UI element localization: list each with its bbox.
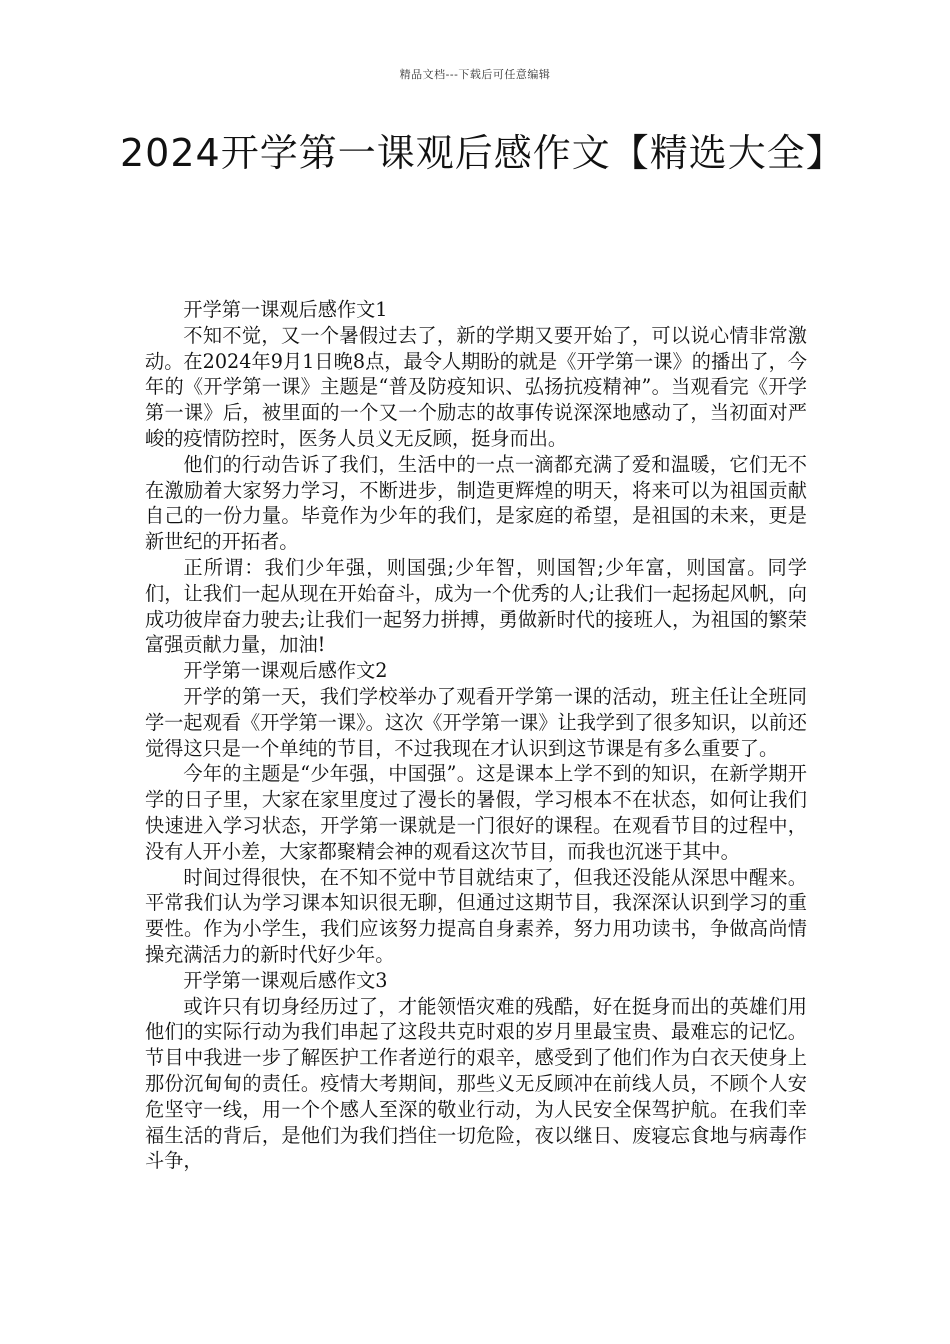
paragraph: 正所谓：我们少年强，则国强;少年智，则国智;少年富，则国富。同学们，让我们一起从现在开始奋斗，成为一个优秀的人;让我们一起扬起风帆，向成功彼岸奋力驶去;让我们一起努力拼搏，勇做新时代的接班人，为祖国的繁荣富强贡献力量，加油! bbox=[145, 555, 807, 657]
paragraph: 不知不觉，又一个暑假过去了，新的学期又要开始了，可以说心情非常激动。在2024年9月1日晚8点，最令人期盼的就是《开学第一课》的播出了，今年的《开学第一课》主题是“普及防疫知识、弘扬抗疫精神”。当观看完《开学第一课》后，被里面的一个又一个励志的故事传说深深地感动了，当初面对严峻的疫情防控时，医务人员义无反顾，挺身而出。 bbox=[145, 323, 807, 450]
paragraph: 开学的第一天，我们学校举办了观看开学第一课的活动，班主任让全班同学一起观看《开学第一课》。这次《开学第一课》让我学到了很多知识，以前还觉得这只是一个单纯的节目，不过我现在才认识到这节课是有多么重要了。 bbox=[145, 684, 807, 760]
document-body bbox=[145, 297, 807, 1174]
paragraph: 他们的行动告诉了我们，生活中的一点一滴都充满了爱和温暖，它们无不在激励着大家努力学习，不断进步，制造更辉煌的明天，将来可以为祖国贡献自己的一份力量。毕竟作为少年的我们，是家庭的希望，是祖国的未来，更是新世纪的开拓者。 bbox=[145, 452, 807, 554]
section-heading: 开学第一课观后感作文2 bbox=[183, 659, 388, 683]
paragraph: 时间过得很快，在不知不觉中节目就结束了，但我还没能从深思中醒来。平常我们认为学习课本知识很无聊，但通过这期节目，我深深认识到学习的重要性。作为小学生，我们应该努力提高自身素养，努力用功读书，争做高尚情操充满活力的新时代好少年。 bbox=[145, 865, 807, 966]
paragraph: 今年的主题是“少年强，中国强”。这是课本上学不到的知识，在新学期开学的日子里，大家在家里度过了漫长的暑假，学习根本不在状态，如何让我们快速进入学习状态，开学第一课就是一门很好的课程。在观看节目的过程中，没有人开小差，大家都聚精会神的观看这次节目，而我也沉迷于其中。 bbox=[145, 762, 807, 863]
section-heading: 开学第一课观后感作文3 bbox=[183, 968, 388, 992]
page-header-note: 精品文档---下载后可任意编辑 bbox=[399, 68, 551, 81]
document-title: 2024开学第一课观后感作文【精选大全】 bbox=[120, 131, 845, 175]
paragraph: 或许只有切身经历过了，才能领悟灾难的残酷，好在挺身而出的英雄们用他们的实际行动为我们串起了这段共克时艰的岁月里最宝贵、最难忘的记忆。节目中我进一步了解医护工作者逆行的艰辛，感受到了他们作为白衣天使身上那份沉甸甸的责任。疫情大考期间，那些义无反顾冲在前线人员，不顾个人安危坚守一线，用一个个感人至深的敬业行动，为人民安全保驾护航。在我们幸福生活的背后，是他们为我们挡住一切危险，夜以继日、废寝忘食地与病毒作斗争， bbox=[145, 994, 807, 1173]
section-heading: 开学第一课观后感作文1 bbox=[183, 298, 388, 321]
